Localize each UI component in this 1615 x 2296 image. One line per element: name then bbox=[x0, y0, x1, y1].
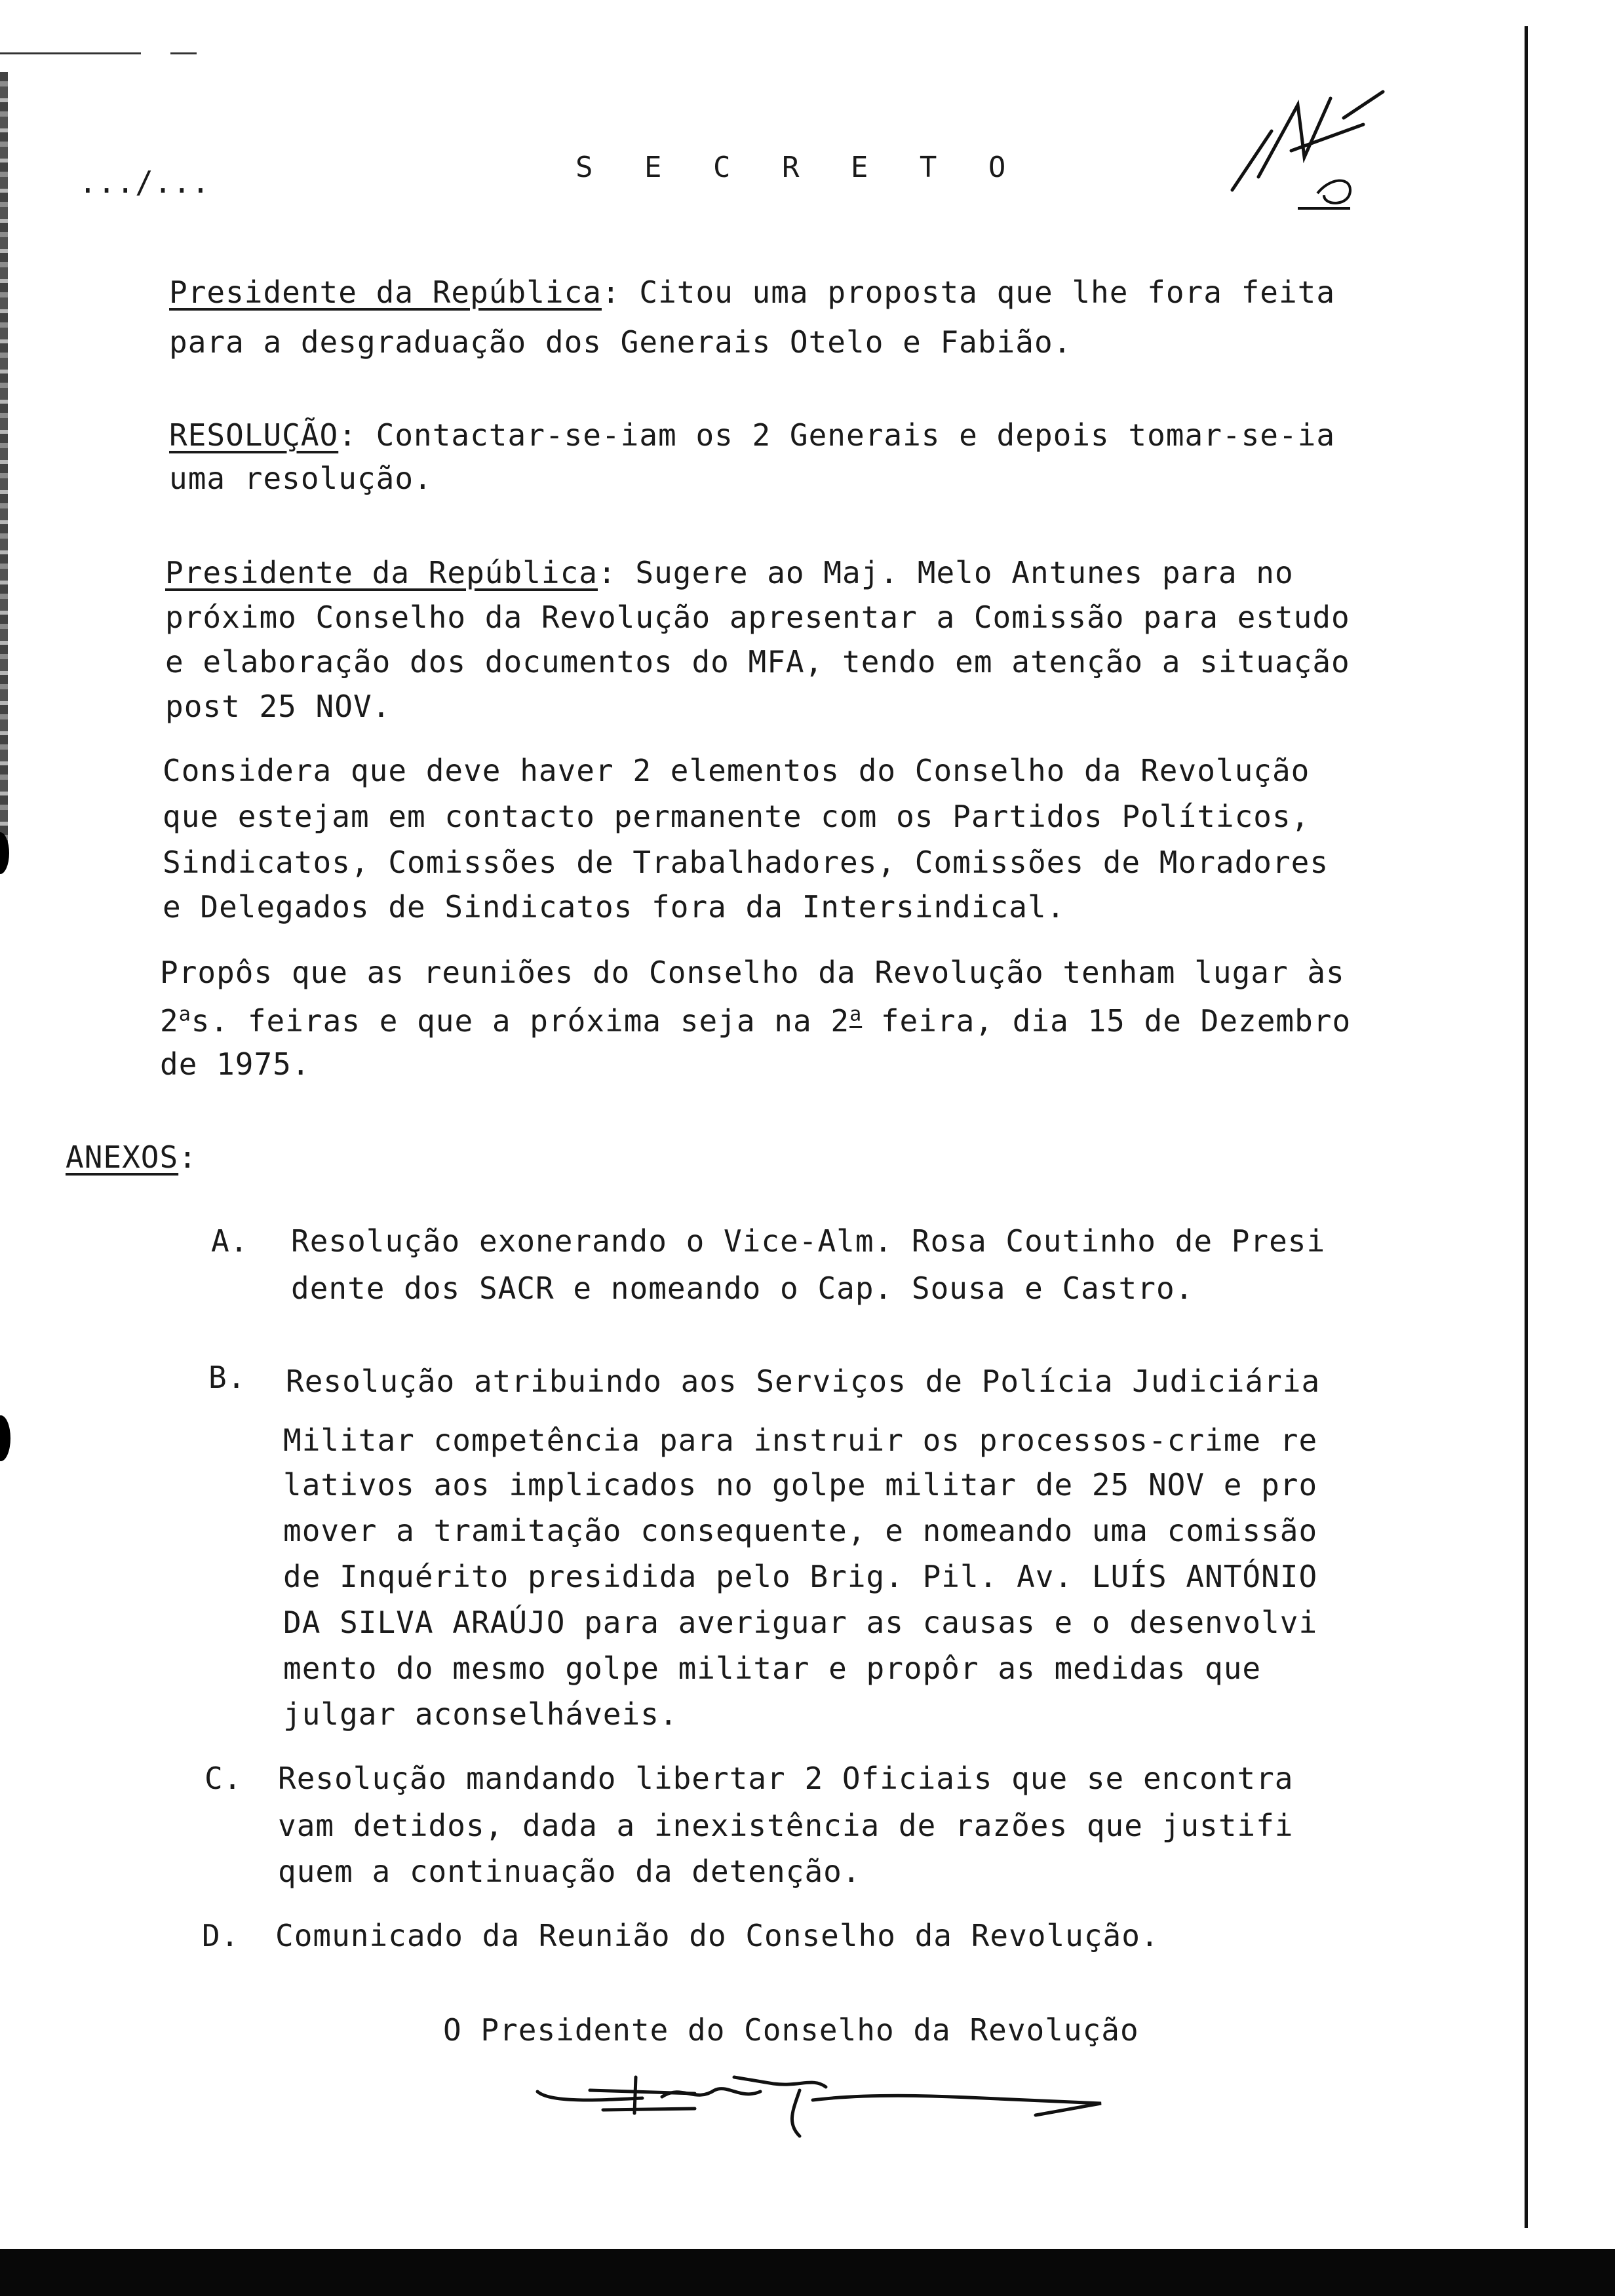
annex-text: julgar aconselháveis. bbox=[283, 1696, 678, 1732]
scan-bottom-border bbox=[0, 2249, 1615, 2296]
annex-text: DA SILVA ARAÚJO para averiguar as causas e o desenvolvi bbox=[283, 1605, 1318, 1640]
annex-text: de Inquérito presidida pelo Brig. Pil. Av. LUÍS ANTÓNIO bbox=[283, 1559, 1318, 1594]
signatory-title: O Presidente do Conselho da Revolução bbox=[443, 2012, 1139, 2048]
annex-letter: D. bbox=[202, 1918, 240, 1953]
annex-text: Resolução exonerando o Vice-Alm. Rosa Coutinho de Presi bbox=[291, 1223, 1326, 1259]
paragraph-text: Sugere ao Maj. Melo Antunes para no bbox=[635, 555, 1294, 590]
annex-letter: A. bbox=[211, 1223, 249, 1259]
annex-text: dente dos SACR e nomeando o Cap. Sousa e Castro. bbox=[291, 1271, 1194, 1306]
scan-edge-right bbox=[1525, 26, 1528, 2228]
punch-hole-mark bbox=[0, 1415, 10, 1461]
annex-text: vam detidos, dada a inexistência de razões que justifi bbox=[278, 1808, 1294, 1843]
annex-letter: C. bbox=[204, 1761, 243, 1796]
label-colon: : bbox=[178, 1139, 197, 1175]
annex-text: quem a continuação da detenção. bbox=[278, 1854, 861, 1889]
paragraph-text: para a desgraduação dos Generais Otelo e Fabião. bbox=[169, 324, 1072, 360]
paragraph-text: e Delegados de Sindicatos fora da Intersindical. bbox=[163, 889, 1066, 925]
paragraph-text: Considera que deve haver 2 elementos do Conselho da Revolução bbox=[163, 753, 1310, 788]
annex-text: mover a tramitação consequente, e nomeando uma comissão bbox=[283, 1513, 1318, 1548]
annex-text: Comunicado da Reunião do Conselho da Revolução. bbox=[275, 1918, 1159, 1953]
annex-text: lativos aos implicados no golpe militar de 25 NOV e pro bbox=[283, 1467, 1318, 1502]
handwritten-signature bbox=[524, 2064, 1114, 2156]
scan-top-rule bbox=[0, 52, 141, 54]
paragraph-text: Citou uma proposta que lhe fora feita bbox=[639, 275, 1336, 310]
paragraph-text: 2$^a$s. feiras e que a próxima seja na 2$^a$ feira, dia 15 de Dezembro bbox=[160, 1003, 1352, 1039]
paragraph-text: e elaboração dos documentos do MFA, tendo em atenção a situação bbox=[165, 644, 1350, 679]
label-colon: : bbox=[601, 275, 640, 310]
scan-top-rule bbox=[170, 52, 197, 54]
continuation-mark: .../... bbox=[79, 164, 210, 200]
paragraph-text: que estejam em contacto permanente com os Partidos Políticos, bbox=[163, 799, 1310, 834]
paragraph-text: Contactar-se-iam os 2 Generais e depois tomar-se-ia bbox=[376, 417, 1336, 453]
paragraph-text: Sindicatos, Comissões de Trabalhadores, Comissões de Moradores bbox=[163, 845, 1329, 880]
label-colon: : bbox=[338, 417, 376, 453]
speaker-label: Presidente da República bbox=[165, 555, 598, 590]
handwritten-page-number bbox=[1219, 79, 1403, 210]
paragraph-text: post 25 NOV. bbox=[165, 689, 391, 724]
annex-text: Resolução atribuindo aos Serviços de Polícia Judiciária bbox=[286, 1364, 1321, 1399]
paragraph-text: próximo Conselho da Revolução apresentar a Comissão para estudo bbox=[165, 600, 1350, 635]
resolution-label: RESOLUÇÃO bbox=[169, 417, 339, 453]
annexes-heading: ANEXOS bbox=[66, 1139, 179, 1175]
label-colon: : bbox=[597, 555, 636, 590]
paragraph-text: de 1975. bbox=[160, 1046, 311, 1082]
annex-text: Militar competência para instruir os processos-crime re bbox=[283, 1423, 1318, 1458]
scan-edge-left bbox=[0, 72, 8, 845]
paragraph-text: Propôs que as reuniões do Conselho da Revolução tenham lugar às bbox=[160, 955, 1345, 990]
annex-letter: B. bbox=[208, 1360, 246, 1395]
paragraph-text: uma resolução. bbox=[169, 461, 433, 496]
annex-text: Resolução mandando libertar 2 Oficiais que se encontra bbox=[278, 1761, 1294, 1796]
speaker-label: Presidente da República bbox=[169, 275, 602, 310]
classification-header: S E C R E T O bbox=[575, 151, 1023, 184]
annex-text: mento do mesmo golpe militar e propôr as medidas que bbox=[283, 1651, 1262, 1686]
